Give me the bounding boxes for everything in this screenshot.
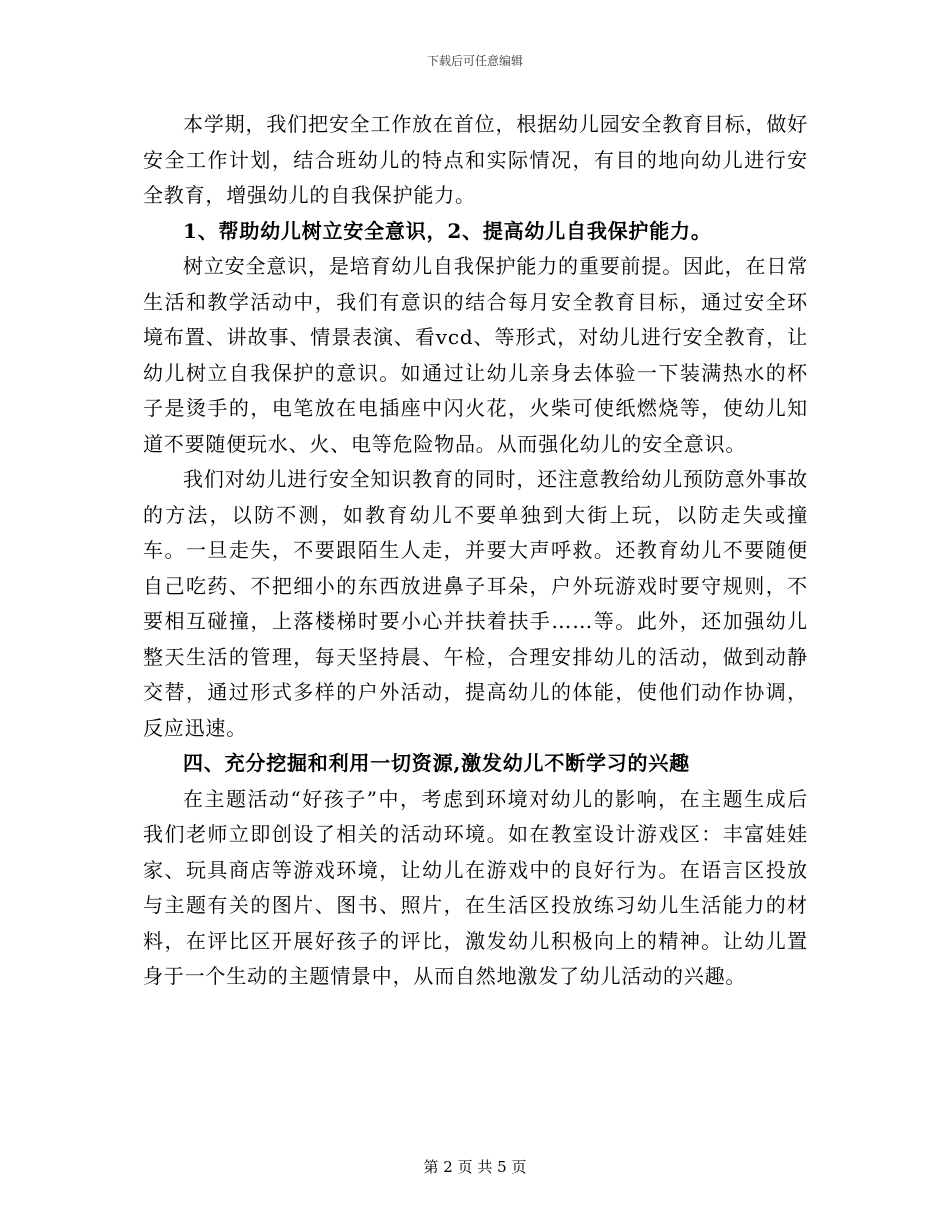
paragraph-theme-activity: 在主题活动“好孩子”中，考虑到环境对幼儿的影响，在主题生成后我们老师立即创设了相关的活动环境。如在教室设计游戏区：丰富娃娃家、玩具商店等游戏环境，让幼儿在游戏中的良好行为。在语言区投放与主题有关的图片、图书、照片，在生活区投放练习幼儿生活能力的材料，在评比区开展好孩子的评比，激发幼儿积极向上的精神。让幼儿置身于一个生动的主题情景中，从而自然地激发了幼儿活动的兴趣。: [143, 786, 808, 988]
page-footer: 第 2 页 共 5 页: [423, 1158, 527, 1176]
paragraph-accident-prevention: 我们对幼儿进行安全知识教育的同时，还注意教给幼儿预防意外事故的方法，以防不测，如教育幼儿不要单独到大街上玩，以防走失或撞车。一旦走失，不要跟陌生人走，并要大声呼救。还教育幼儿不要随便自己吃药、不把细小的东西放进鼻子耳朵，户外玩游戏时要守规则，不要相互碰撞，上落楼梯时要小心并扶着扶手……等。此外，还加强幼儿整天生活的管理，每天坚持晨、午检，合理安排幼儿的活动，做到动静交替，通过形式多样的户外活动，提高幼儿的体能，使他们动作协调，反应迅速。: [143, 467, 808, 740]
document-body: [143, 107, 808, 995]
paragraph-intro: 本学期，我们把安全工作放在首位，根据幼儿园安全教育目标，做好安全工作计划，结合班幼儿的特点和实际情况，有目的地向幼儿进行安全教育，增强幼儿的自我保护能力。: [143, 112, 808, 207]
page-header: 下载后可任意编辑: [426, 54, 523, 68]
paragraph-safety-awareness: 树立安全意识，是培育幼儿自我保护能力的重要前提。因此，在日常生活和教学活动中，我们有意识的结合每月安全教育目标，通过安全环境布置、讲故事、情景表演、看vcd、等形式，对幼儿进行安全教育，让幼儿树立自我保护的意识。如通过让幼儿亲身去体验一下装满热水的杯子是烫手的，电笔放在电插座中闪火花，火柴可使纸燃烧等，使幼儿知道不要随便玩水、火、电等危险物品。从而强化幼儿的安全意识。: [143, 254, 808, 456]
section-heading-safety: 1、帮助幼儿树立安全意识，2、提高幼儿自我保护能力。: [183, 218, 712, 243]
section-heading-resources: 四、充分挖掘和利用一切资源,激发幼儿不断学习的兴趣: [183, 751, 690, 775]
